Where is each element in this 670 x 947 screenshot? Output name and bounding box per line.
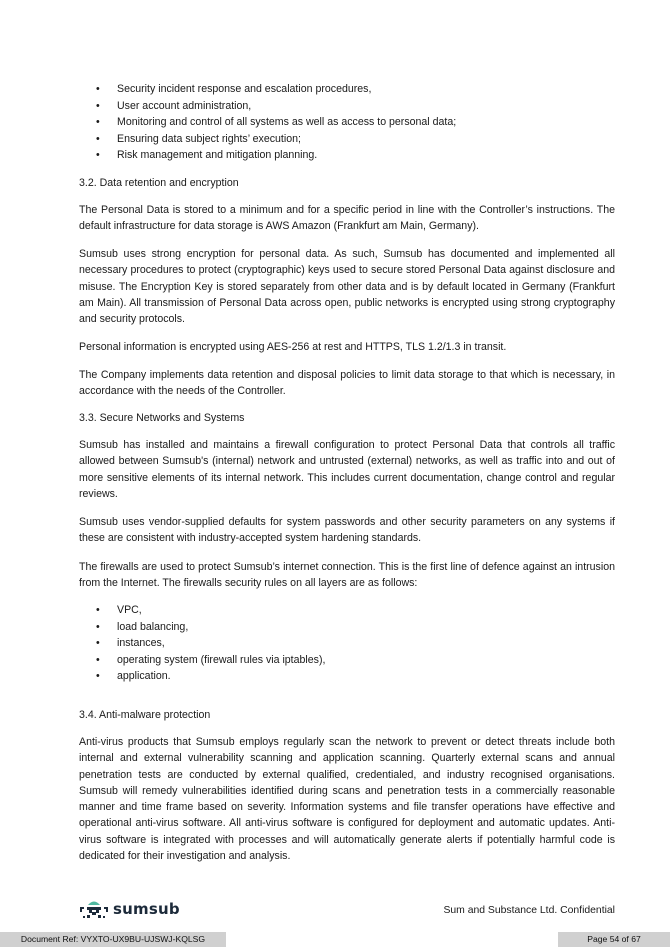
bullet-icon: •: [96, 637, 100, 650]
bullet-icon: •: [96, 132, 100, 145]
list-item: • Risk management and mitigation planning.: [79, 147, 456, 164]
paragraph: Sumsub uses strong encryption for personal data. As such, Sumsub has documented and implemented all necessary procedures to protect (cryptographic) keys used to secure stored Personal Data against disclosure and misuse. The Encryption Key is stored separately from other data and is by default located in Germany (Frankfurt am Main). All transmission of Personal Data across open, public networks is encrypted using strong cryptography and security protocols.: [79, 248, 615, 326]
list-item: • Monitoring and control of all systems as well as access to personal data;: [79, 114, 456, 131]
bullet-icon: •: [96, 604, 100, 616]
bullet-icon: •: [96, 99, 100, 112]
firewall-layers-list: [79, 602, 325, 685]
paragraph: Sumsub uses vendor-supplied defaults for system passwords and other security parameters on any systems if these are consistent with industry-accepted system hardening standards.: [79, 516, 615, 545]
list-item: • instances,: [79, 635, 325, 652]
section-heading-3-4: 3.4. Anti-malware protection: [79, 709, 211, 721]
bullet-icon: •: [96, 83, 100, 95]
paragraph: Personal information is encrypted using AES-256 at rest and HTTPS, TLS 1.2/1.3 in transit.: [79, 341, 507, 353]
list-item: • Security incident response and escalation procedures,: [79, 81, 456, 98]
list-item: • application.: [79, 668, 325, 685]
list-item: • Ensuring data subject rights’ execution;: [79, 131, 456, 148]
responsibilities-list: [79, 81, 456, 164]
logo-text: sumsub: [113, 900, 180, 918]
sumsub-logo: [79, 898, 180, 920]
paragraph: The firewalls are used to protect Sumsub’s internet connection. This is the first line of defence against an intrusion from the Internet. The firewalls security rules on all layers are as follows:: [79, 561, 615, 590]
page-number: Page 54 of 67: [558, 932, 670, 947]
bullet-icon: •: [96, 620, 100, 633]
list-item: • User account administration,: [79, 98, 456, 115]
paragraph: The Company implements data retention and disposal policies to limit data storage to that which is necessary, in accordance with the needs of the Controller.: [79, 369, 615, 398]
section-heading-3-3: 3.3. Secure Networks and Systems: [79, 412, 245, 424]
bullet-icon: •: [96, 670, 100, 683]
section-heading-3-2: 3.2. Data retention and encryption: [79, 177, 239, 189]
list-item: • load balancing,: [79, 619, 325, 636]
document-ref: Document Ref: VYXTO-UX9BU-UJSWJ-KQLSG: [0, 932, 226, 947]
list-item: • VPC,: [79, 602, 325, 619]
bullet-icon: •: [96, 116, 100, 129]
paragraph: Sumsub has installed and maintains a firewall configuration to protect Personal Data that controls all traffic allowed between Sumsub's (internal) network and untrusted (external) networks, as well as traffic into and out of more sensitive elements of its internal network. This includes current documentation, change control and regular reviews.: [79, 439, 615, 500]
list-item: • operating system (firewall rules via iptables),: [79, 652, 325, 669]
bullet-icon: •: [96, 653, 100, 666]
paragraph: Anti-virus products that Sumsub employs regularly scan the network to prevent or detect threats include both internal and external vulnerability scanning and application scanning. Quarterly external scans and annual penetration tests are conducted by external qualified, credentialed, and industry recognised organisations. Sumsub will remedy vulnerabilities identified during scans and penetration tests in a commercially reasonable manner and time frame based on severity. Information systems and file transfer operations have effective and operational anti-virus software. All anti-virus software is configured for deployment and automatic updates. Anti-virus software is integrated with processes and will automatically generate alerts if potentially harmful code is dedicated for their investigation and analysis.: [79, 736, 615, 863]
bullet-icon: •: [96, 149, 100, 162]
sumsub-logo-icon: [79, 898, 109, 920]
paragraph: The Personal Data is stored to a minimum and for a specific period in line with the Controller’s instructions. The default infrastructure for data storage is AWS Amazon (Frankfurt am Main, Germany).: [79, 204, 615, 233]
confidentiality-notice: Sum and Substance Ltd. Confidential: [443, 905, 615, 916]
